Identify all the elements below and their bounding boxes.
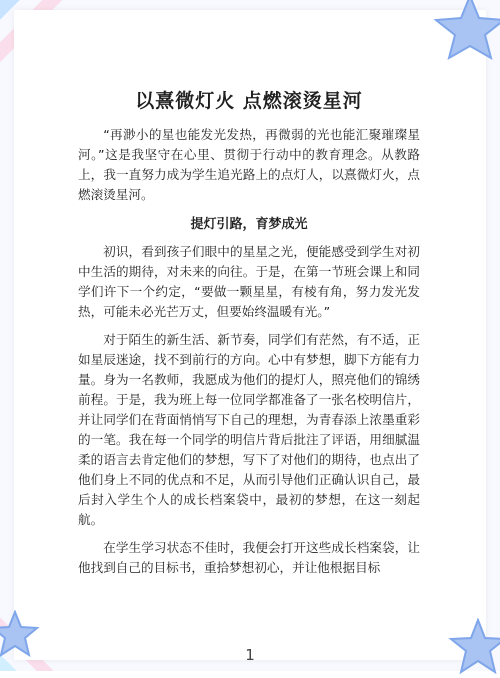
section-title: 提灯引路，育梦成光 (190, 217, 308, 232)
paragraph: 在学生学习状态不佳时，我便会打开这些成长档案袋，让他找到自己的目标书，重拾梦想初心，并让他根据目标 (78, 540, 420, 575)
page-number: 1 (245, 646, 255, 664)
intro-paragraph: “再渺小的星也能发光发热，再微弱的光也能汇聚璀璨星河。”这是我坚守在心里、贯彻于行动中的教育理念。从教路上，我一直努力成为学生追光路上的点灯人，以熹微灯火，点燃滚烫星河。 (78, 127, 420, 202)
star-icon (430, 0, 500, 64)
document-body (78, 86, 420, 586)
paragraph: 初识，看到孩子们眼中的星星之光，便能感受到学生对初中生活的期待，对未来的向往。于是，在第一节班会课上和同学们许下一个约定，“要做一颗星星，有棱有角，努力发光发热，可能未必光芒万丈，但要始终温暖有光。” (78, 244, 420, 319)
paragraph: 对于陌生的新生活、新节奏，同学们有茫然，有不适，正如星辰迷途，找不到前行的方向。心中有梦想，脚下方能有力量。身为一名教师，我愿成为他们的提灯人，照亮他们的锦绣前程。于是，我为班上每一位同学都准备了一张名校明信片，并让同学们在背面悄悄写下自己的理想，为青春添上浓墨重彩的一笔。我在每一个同学的明信片背后批注了评语，用细腻温柔的语言去肯定他们的梦想，写下了对他们的期待，也点出了他们身上不同的优点和不足，从而引导他们正确认识自己，最后封入学生个人的成长档案袋中，最初的梦想，在这一刻起航。 (78, 332, 420, 527)
document-title: 以熹微灯火 点燃滚烫星河 (135, 90, 363, 112)
